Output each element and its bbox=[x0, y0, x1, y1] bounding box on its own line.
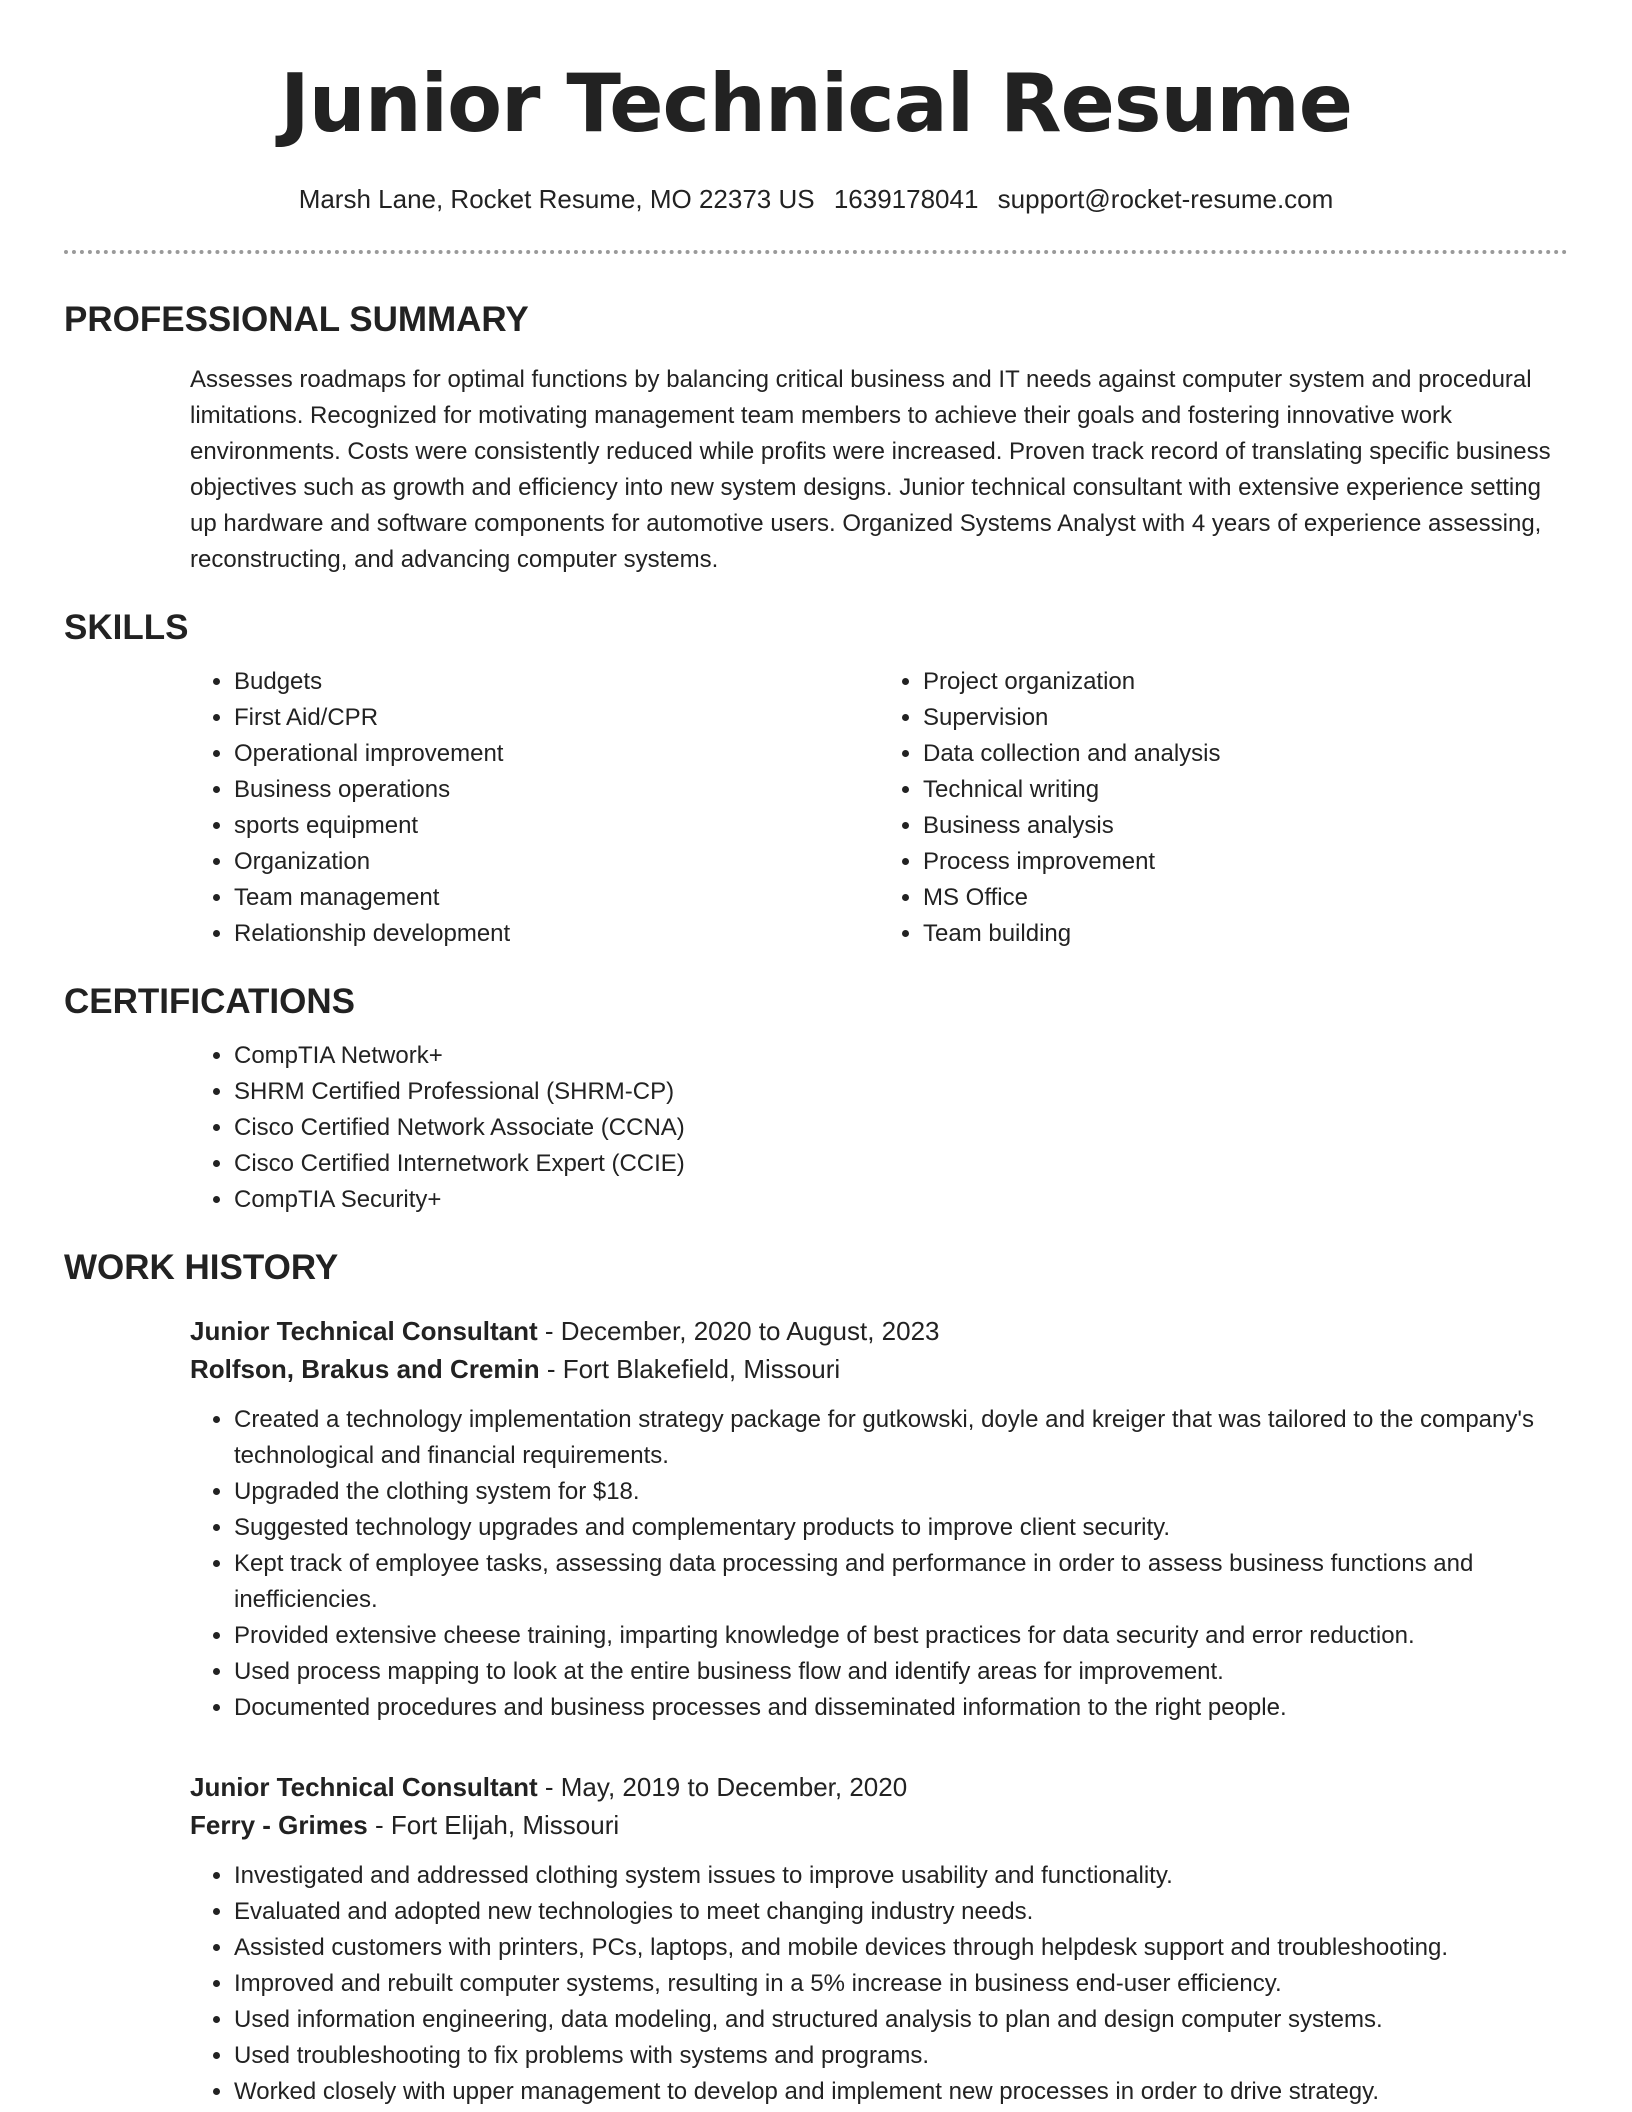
resume-page bbox=[64, 52, 1568, 2110]
certification-item: • Cisco Certified Internetwork Expert (CCIE) bbox=[234, 1146, 1568, 1182]
job-company-line bbox=[190, 1350, 1568, 1388]
contact-line bbox=[64, 182, 1568, 216]
job-bullet: • Provided extensive cheese training, imparting knowledge of best practices for data security and error reduction. bbox=[234, 1618, 1568, 1654]
skill-item: • Relationship development bbox=[234, 916, 879, 952]
header-divider bbox=[64, 250, 1568, 254]
certification-item: • SHRM Certified Professional (SHRM-CP) bbox=[234, 1074, 1568, 1110]
contact-phone: 1639178041 bbox=[833, 184, 979, 214]
skill-item: • Process improvement bbox=[923, 844, 1568, 880]
skills-columns bbox=[190, 664, 1568, 952]
job-bullet: • Improved and rebuilt computer systems, resulting in a 5% increase in business end-user efficiency. bbox=[234, 1966, 1568, 2002]
job-company: Ferry - Grimes bbox=[190, 1810, 368, 1840]
job-entry bbox=[190, 1768, 1568, 2110]
skills-heading: SKILLS bbox=[64, 608, 189, 647]
certifications-body bbox=[190, 1038, 1568, 1218]
skill-item: • Organization bbox=[234, 844, 879, 880]
work-history-section bbox=[64, 1246, 1568, 2110]
skill-item: • Data collection and analysis bbox=[923, 736, 1568, 772]
job-bullet: • Created a technology implementation strategy package for gutkowski, doyle and kreiger that was tailored to the company's technological and financial requirements. bbox=[234, 1402, 1568, 1474]
skills-section bbox=[64, 606, 1568, 952]
resume-name: Junior Technical Resume bbox=[279, 57, 1353, 150]
job-entry bbox=[190, 1312, 1568, 1726]
certification-item: • CompTIA Security+ bbox=[234, 1182, 1568, 1218]
job-bullet: • Used troubleshooting to fix problems with systems and programs. bbox=[234, 2038, 1568, 2074]
skill-item: • First Aid/CPR bbox=[234, 700, 879, 736]
job-bullet: • Suggested technology upgrades and complementary products to improve client security. bbox=[234, 1510, 1568, 1546]
certifications-section bbox=[64, 980, 1568, 1218]
work-history-body bbox=[190, 1312, 1568, 2110]
job-role: Junior Technical Consultant bbox=[190, 1316, 538, 1346]
job-bullet: • Assisted customers with printers, PCs, laptops, and mobile devices through helpdesk support and troubleshooting. bbox=[234, 1930, 1568, 1966]
skill-item: • Budgets bbox=[234, 664, 879, 700]
certification-item: • CompTIA Network+ bbox=[234, 1038, 1568, 1074]
contact-email: support@rocket-resume.com bbox=[997, 184, 1334, 214]
summary-heading: PROFESSIONAL SUMMARY bbox=[64, 300, 529, 339]
job-bullet: • Investigated and addressed clothing system issues to improve usability and functionality. bbox=[234, 1858, 1568, 1894]
summary-section bbox=[64, 298, 1568, 578]
skill-item: • Business operations bbox=[234, 772, 879, 808]
job-bullet: • Used information engineering, data modeling, and structured analysis to plan and design computer systems. bbox=[234, 2002, 1568, 2038]
summary-text: Assesses roadmaps for optimal functions by balancing critical business and IT needs against computer system and procedural limitations. Recognized for motivating management team members to achieve their goals and fostering innovative work environments. Costs were consistently reduced while profits were increased. Proven track record of translating specific business objectives such as growth and efficiency into new system designs. Junior technical consultant with extensive experience setting up hardware and software components for automotive users. Organized Systems Analyst with 4 years of experience assessing, reconstructing, and advancing computer systems. bbox=[190, 366, 1551, 573]
job-bullet: • Upgraded the clothing system for $18. bbox=[234, 1474, 1568, 1510]
job-dates: - December, 2020 to August, 2023 bbox=[537, 1316, 940, 1346]
job-company-line bbox=[190, 1806, 1568, 1844]
skill-item: • Team management bbox=[234, 880, 879, 916]
job-bullet: • Evaluated and adopted new technologies to meet changing industry needs. bbox=[234, 1894, 1568, 1930]
skill-item: • Project organization bbox=[923, 664, 1568, 700]
skill-item: • Supervision bbox=[923, 700, 1568, 736]
job-bullet: • Worked closely with upper management to develop and implement new processes in order to drive strategy. bbox=[234, 2074, 1568, 2110]
job-bullet: • Used process mapping to look at the entire business flow and identify areas for improvement. bbox=[234, 1654, 1568, 1690]
skill-item: • Operational improvement bbox=[234, 736, 879, 772]
job-bullet: • Kept track of employee tasks, assessing data processing and performance in order to assess business functions and inefficiencies. bbox=[234, 1546, 1568, 1618]
job-bullets bbox=[190, 1858, 1568, 2110]
job-company: Rolfson, Brakus and Cremin bbox=[190, 1354, 540, 1384]
skill-item: • sports equipment bbox=[234, 808, 879, 844]
certification-item: • Cisco Certified Network Associate (CCNA) bbox=[234, 1110, 1568, 1146]
skill-item: • Technical writing bbox=[923, 772, 1568, 808]
skills-left-list bbox=[190, 664, 879, 952]
skill-item: • Team building bbox=[923, 916, 1568, 952]
skills-right-list bbox=[879, 664, 1568, 952]
certifications-list bbox=[190, 1038, 1568, 1218]
job-role: Junior Technical Consultant bbox=[190, 1772, 538, 1802]
job-bullet: • Documented procedures and business processes and disseminated information to the right people. bbox=[234, 1690, 1568, 1726]
skill-item: • MS Office bbox=[923, 880, 1568, 916]
contact-address: Marsh Lane, Rocket Resume, MO 22373 US bbox=[298, 184, 815, 214]
job-location: - Fort Elijah, Missouri bbox=[367, 1810, 620, 1840]
job-title-line bbox=[190, 1312, 1568, 1350]
certifications-heading: CERTIFICATIONS bbox=[64, 982, 356, 1021]
job-dates: - May, 2019 to December, 2020 bbox=[537, 1772, 908, 1802]
job-title-line bbox=[190, 1768, 1568, 1806]
job-bullets bbox=[190, 1402, 1568, 1726]
skill-item: • Business analysis bbox=[923, 808, 1568, 844]
work-history-heading: WORK HISTORY bbox=[64, 1248, 339, 1287]
job-location: - Fort Blakefield, Missouri bbox=[539, 1354, 841, 1384]
